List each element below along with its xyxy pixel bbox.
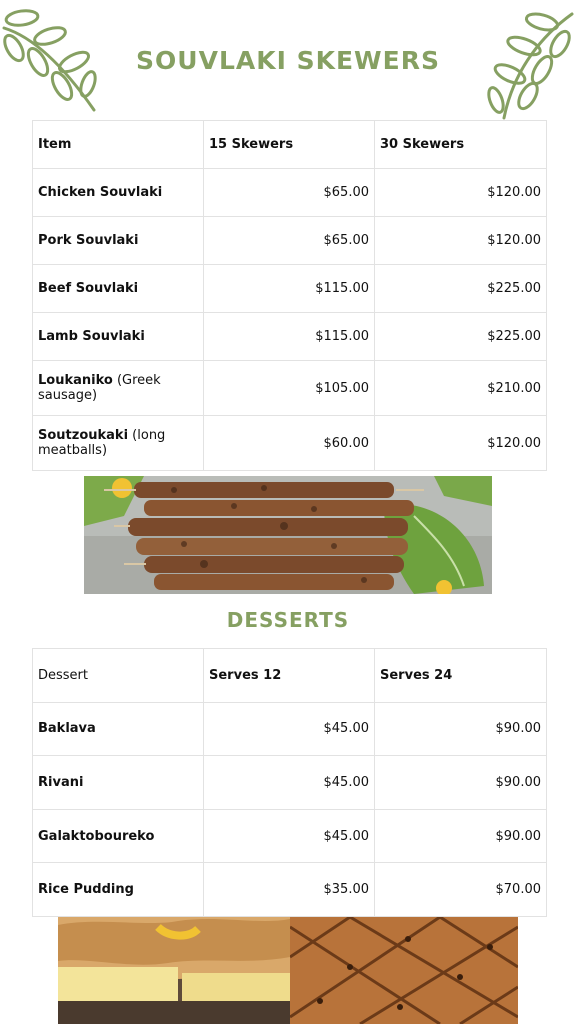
header-cell: 30 Skewers bbox=[375, 121, 547, 169]
souvlaki-price-table bbox=[32, 120, 547, 471]
price-cell: $65.00 bbox=[204, 217, 375, 265]
price-cell: $45.00 bbox=[204, 809, 375, 863]
item-name: Loukaniko bbox=[38, 373, 113, 388]
galaktoboureko-photo bbox=[58, 917, 290, 1024]
item-note: (Greek sausage) bbox=[38, 373, 161, 403]
souvlaki-skewers-photo bbox=[84, 476, 492, 594]
item-name: Baklava bbox=[33, 702, 204, 756]
header-cell: 15 Skewers bbox=[204, 121, 375, 169]
price-cell: $120.00 bbox=[375, 416, 547, 471]
price-cell: $90.00 bbox=[375, 756, 547, 810]
item-name: Rivani bbox=[33, 756, 204, 810]
table-row bbox=[33, 361, 547, 416]
item-name-cell bbox=[33, 361, 204, 416]
price-cell: $65.00 bbox=[204, 169, 375, 217]
price-cell: $120.00 bbox=[375, 217, 547, 265]
table-row bbox=[33, 265, 547, 313]
price-cell: $70.00 bbox=[375, 863, 547, 917]
table-row bbox=[33, 217, 547, 265]
item-name-cell bbox=[33, 217, 204, 265]
table-header-row bbox=[33, 649, 547, 703]
header-cell: Serves 24 bbox=[375, 649, 547, 703]
price-cell: $35.00 bbox=[204, 863, 375, 917]
header-cell: Dessert bbox=[33, 649, 204, 703]
price-cell: $105.00 bbox=[204, 361, 375, 416]
section-title-souvlaki: SOUVLAKI SKEWERS bbox=[136, 46, 440, 75]
item-name-cell bbox=[33, 265, 204, 313]
table-row bbox=[33, 169, 547, 217]
table-row bbox=[33, 313, 547, 361]
price-cell: $225.00 bbox=[375, 265, 547, 313]
price-cell: $225.00 bbox=[375, 313, 547, 361]
price-cell: $90.00 bbox=[375, 809, 547, 863]
item-name-cell bbox=[33, 169, 204, 217]
table-header-row bbox=[33, 121, 547, 169]
item-note: (long meatballs) bbox=[38, 428, 166, 458]
table-row bbox=[33, 809, 547, 863]
item-name: Galaktoboureko bbox=[33, 809, 204, 863]
item-name: Pork Souvlaki bbox=[38, 233, 139, 248]
item-name-cell bbox=[33, 313, 204, 361]
section-title-desserts: DESSERTS bbox=[226, 608, 350, 632]
price-cell: $210.00 bbox=[375, 361, 547, 416]
item-name: Rice Pudding bbox=[33, 863, 204, 917]
item-name: Lamb Souvlaki bbox=[38, 329, 145, 344]
item-name-cell bbox=[33, 416, 204, 471]
price-cell: $115.00 bbox=[204, 313, 375, 361]
header-cell: Serves 12 bbox=[204, 649, 375, 703]
table-row bbox=[33, 756, 547, 810]
price-cell: $90.00 bbox=[375, 702, 547, 756]
item-name: Soutzoukaki bbox=[38, 428, 129, 443]
table-row bbox=[33, 416, 547, 471]
item-name: Beef Souvlaki bbox=[38, 281, 139, 296]
baklava-photo bbox=[290, 917, 518, 1024]
header-cell: Item bbox=[33, 121, 204, 169]
price-cell: $120.00 bbox=[375, 169, 547, 217]
desserts-price-table bbox=[32, 648, 547, 917]
price-cell: $45.00 bbox=[204, 756, 375, 810]
table-row bbox=[33, 702, 547, 756]
price-cell: $60.00 bbox=[204, 416, 375, 471]
price-cell: $115.00 bbox=[204, 265, 375, 313]
price-cell: $45.00 bbox=[204, 702, 375, 756]
item-name: Chicken Souvlaki bbox=[38, 185, 163, 200]
table-row bbox=[33, 863, 547, 917]
